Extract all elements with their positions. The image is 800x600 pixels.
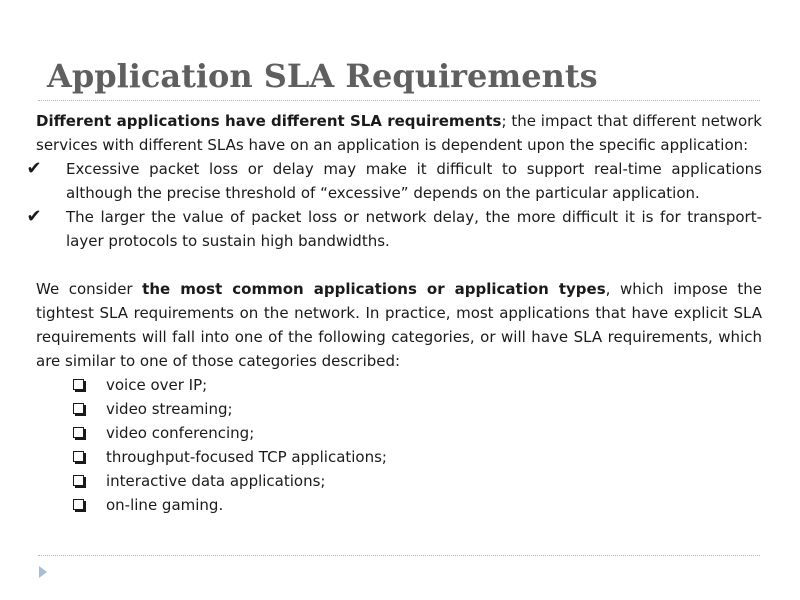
second-bold: the most common applications or application types (142, 280, 606, 298)
paragraph-gap (36, 253, 762, 277)
category-item (36, 445, 762, 469)
category-text: video streaming; (106, 400, 233, 418)
second-paragraph (36, 277, 762, 373)
check-list-item (26, 205, 762, 253)
intro-bold-lead: Different applications have different SLA requirements (36, 112, 502, 130)
check-mark-icon: ✔ (26, 158, 42, 179)
check-list-item (26, 157, 762, 205)
category-text: video conferencing; (106, 424, 255, 442)
category-text: voice over IP; (106, 376, 208, 394)
category-item (36, 373, 762, 397)
category-item (36, 493, 762, 517)
second-post: , which impose the tightest SLA requirements on the network. In practice, most applications that have explicit SLA requirements will fall into one of the following categories, or will have SLA requirements, which are similar to one of those categories described: (36, 280, 762, 370)
slide-content (26, 109, 762, 517)
bottom-divider (38, 555, 760, 556)
category-text: throughput-focused TCP applications; (106, 448, 387, 466)
check-mark-icon: ✔ (26, 206, 42, 227)
check-item-text: The larger the value of packet loss or network delay, the more difficult it is for transport-layer protocols to sustain high bandwidths. (66, 208, 762, 250)
checkbox-icon (73, 475, 84, 486)
category-text: on-line gaming. (106, 496, 224, 514)
category-item (36, 421, 762, 445)
top-divider (38, 100, 760, 101)
category-item (36, 397, 762, 421)
second-pre: We consider (36, 280, 143, 298)
checkbox-icon (73, 427, 84, 438)
category-text: interactive data applications; (106, 472, 326, 490)
intro-rest: ; the impact that different network services with different SLAs have on an application is dependent upon the specific application: (36, 112, 762, 154)
intro-paragraph (36, 109, 762, 157)
check-list (26, 157, 762, 253)
checkbox-icon (73, 451, 84, 462)
check-item-text: Excessive packet loss or delay may make it difficult to support real-time applications although the precise threshold of “excessive” depends on the particular application. (66, 160, 762, 202)
checkbox-icon (73, 499, 84, 510)
checkbox-icon (73, 379, 84, 390)
play-arrow-icon[interactable] (39, 566, 47, 578)
category-list (36, 373, 762, 517)
checkbox-icon (73, 403, 84, 414)
slide-title: Application SLA Requirements (47, 57, 598, 95)
category-item (36, 469, 762, 493)
